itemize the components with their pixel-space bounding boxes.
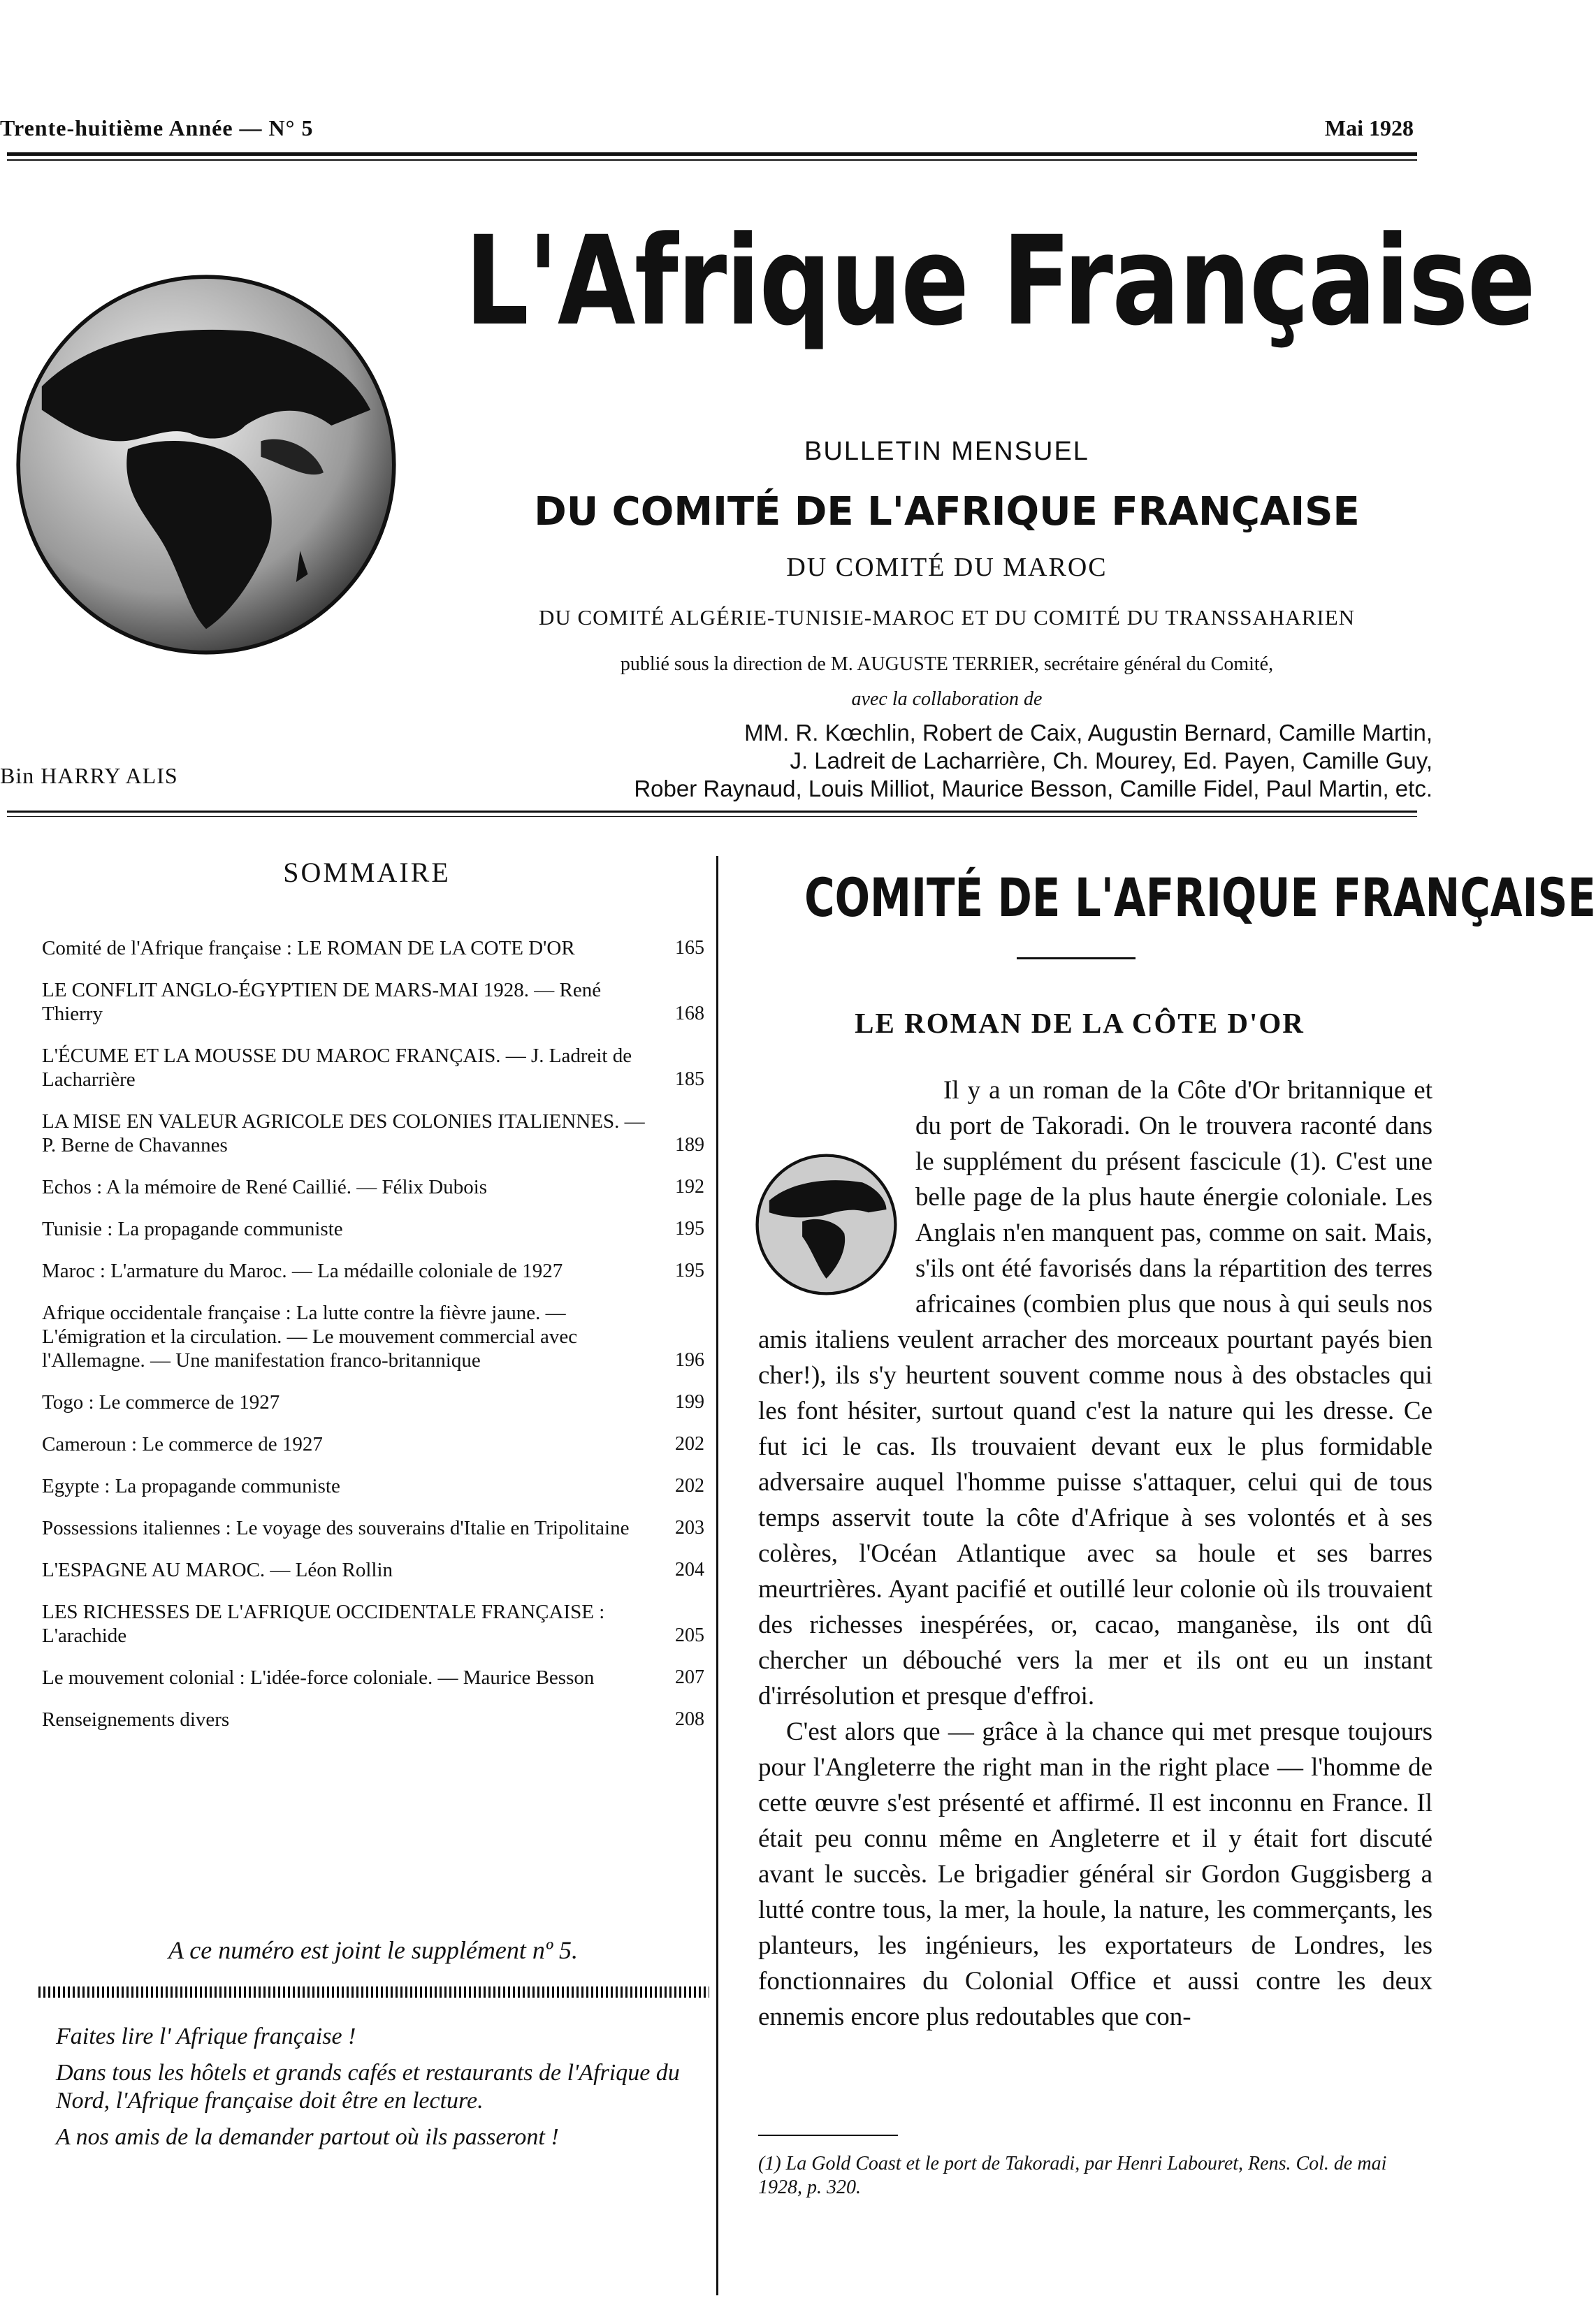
subtitle-committee: DU COMITÉ DE L'AFRIQUE FRANÇAISE [534, 489, 1360, 535]
toc-item[interactable]: Tunisie : La propagande communiste 195 [42, 1218, 704, 1240]
toc-item[interactable]: Le mouvement colonial : L'idée-force coloniale. — Maurice Besson 207 [42, 1666, 704, 1689]
table-of-contents [42, 936, 704, 1750]
subtitle-bulletin: BULLETIN MENSUEL [804, 437, 1089, 466]
promo-line-2: Dans tous les hôtels et grands cafés et restaurants de l'Afrique du Nord, l'Afrique française doit être en lecture. [56, 2060, 680, 2114]
subtitle-maroc: DU COMITÉ DU MAROC [786, 553, 1108, 582]
section-rule [1017, 957, 1136, 959]
globe-caption: Bin HARRY ALIS [0, 763, 178, 788]
article-title: LE ROMAN DE LA CÔTE D'OR [855, 1007, 1305, 1039]
article-paragraph-1: Il y a un roman de la Côte d'Or britannique et du port de Takoradi. On le trouvera raconté dans le supplément du présent fascicule (1). C'est une belle page de la plus haute énergie coloniale. Les Anglais n'en manquent pas, comme on sait. Mais, s'ils ont été favorisés dans la répartition des terres africaines (combien plus que nous à qui seuls nos amis italiens veulent arracher des morceaux pourtant payés bien cher!), ils s'y heurtent souvent comme nous à des obstacles qui les font hésiter, surtout quand c'est la nature qui les dresse. Ce fut ici le cas. Ils trouvaient devant eux le plus formidable adversaire auquel l'homme puisse s'attaquer, celui qui de tous temps asservit toute la côte d'Afrique à ses volontés et à ses colères, l'Océan Atlantique avec sa houle et ses barres meurtrières. Ayant pacifié et outillé leur colonie où ils trouvaient des richesses inespérées, or, cacao, manganèse, ils ont dû chercher un débouché vers la mer et ils ont eu un instant d'irrésolution et presque d'effroi. [758, 1076, 1432, 1710]
masthead-title: L'Afrique Française [465, 210, 1535, 353]
section-heading: COMITÉ DE L'AFRIQUE FRANÇAISE [804, 866, 1596, 929]
toc-item[interactable]: L'ÉCUME ET LA MOUSSE DU MAROC FRANÇAIS. — J. Ladreit de Lacharrière 185 [42, 1045, 704, 1091]
sommaire-title: SOMMAIRE [283, 857, 451, 888]
toc-item[interactable]: Maroc : L'armature du Maroc. — La médaille coloniale de 1927 195 [42, 1260, 704, 1282]
promo-line-1: Faites lire l' Afrique française ! [56, 2024, 356, 2049]
globe-illustration [10, 269, 402, 660]
toc-item[interactable]: L'ESPAGNE AU MAROC. — Léon Rollin 204 [42, 1559, 704, 1581]
footnote: (1) La Gold Coast et le port de Takoradi, par Henri Labouret, Rens. Col. de mai 1928, p. 320. [758, 2153, 1387, 2198]
article-paragraph-2: C'est alors que — grâce à la chance qui met presque toujours pour l'Angleterre the right man in the right place — l'homme de cette œuvre s'est présenté et affirmé. Il est inconnu en France. Il était peu connu même en Angleterre et il y était fort discuté avant le succès. Le brigadier général sir Gordon Guggisberg a lutté contre tous, la mer, la houle, la nature, les commerçants, les planteurs, les ingénieurs, les exportateurs de Londres, les fonctionnaires du Colonial Office et aussi contre les deux ennemis encore plus redoutables que con- [758, 1717, 1432, 2031]
toc-item[interactable]: Afrique occidentale française : La lutte contre la fièvre jaune. — L'émigration et la circulation. — Le mouvement commercial avec l'Allemagne. — Une manifestation franco-britannique 196 [42, 1302, 704, 1372]
hatched-separator [38, 1986, 709, 1998]
top-rule-thin [7, 159, 1417, 161]
toc-item[interactable]: Cameroun : Le commerce de 1927 202 [42, 1433, 704, 1455]
toc-item[interactable]: Comité de l'Afrique française : LE ROMAN DE LA COTE D'OR 165 [42, 937, 704, 959]
toc-item[interactable]: Renseignements divers 208 [42, 1708, 704, 1731]
toc-item[interactable]: Possessions italiennes : Le voyage des souverains d'Italie en Tripolitaine 203 [42, 1517, 704, 1539]
issue-line: Trente-huitième Année — N° 5 [0, 115, 314, 140]
header-rule-thin [7, 816, 1417, 817]
issue-date: Mai 1928 [1324, 115, 1414, 140]
toc-item[interactable]: LES RICHESSES DE L'AFRIQUE OCCIDENTALE FRANÇAISE : L'arachide 205 [42, 1601, 704, 1647]
article-body [758, 1073, 1432, 2035]
toc-item[interactable]: Egypte : La propagande communiste 202 [42, 1475, 704, 1497]
toc-item[interactable]: Togo : Le commerce de 1927 199 [42, 1391, 704, 1414]
collaboration-line: avec la collaboration de [851, 688, 1043, 710]
toc-item[interactable]: LA MISE EN VALEUR AGRICOLE DES COLONIES ITALIENNES. — P. Berne de Chavannes 189 [42, 1110, 704, 1156]
small-globe-illustration [751, 1149, 901, 1300]
collaborators-line-2: J. Ladreit de Lacharrière, Ch. Mourey, Ed. Payen, Camille Guy, [790, 748, 1432, 773]
subtitle-transsaharien: DU COMITÉ ALGÉRIE-TUNISIE-MAROC ET DU COMITÉ DU TRANSSAHARIEN [538, 605, 1356, 630]
collaborators-line-3: Rober Raynaud, Louis Milliot, Maurice Besson, Camille Fidel, Paul Martin, etc. [634, 776, 1432, 801]
header-rule [7, 811, 1417, 813]
promo-box [56, 2023, 706, 2160]
column-divider [716, 856, 718, 2295]
supplement-note: A ce numéro est joint le supplément nº 5. [168, 1936, 579, 1964]
publisher-line: publié sous la direction de M. AUGUSTE TERRIER, secrétaire général du Comité, [620, 653, 1274, 675]
top-rule [7, 152, 1417, 156]
promo-line-3: A nos amis de la demander partout où ils passeront ! [56, 2124, 559, 2150]
collaborators-line-1: MM. R. Kœchlin, Robert de Caix, Augustin Bernard, Camille Martin, [744, 720, 1432, 746]
toc-item[interactable]: Echos : A la mémoire de René Caillié. — Félix Dubois 192 [42, 1176, 704, 1198]
toc-item[interactable]: LE CONFLIT ANGLO-ÉGYPTIEN DE MARS-MAI 1928. — René Thierry 168 [42, 979, 704, 1025]
footnote-rule [758, 2135, 898, 2136]
